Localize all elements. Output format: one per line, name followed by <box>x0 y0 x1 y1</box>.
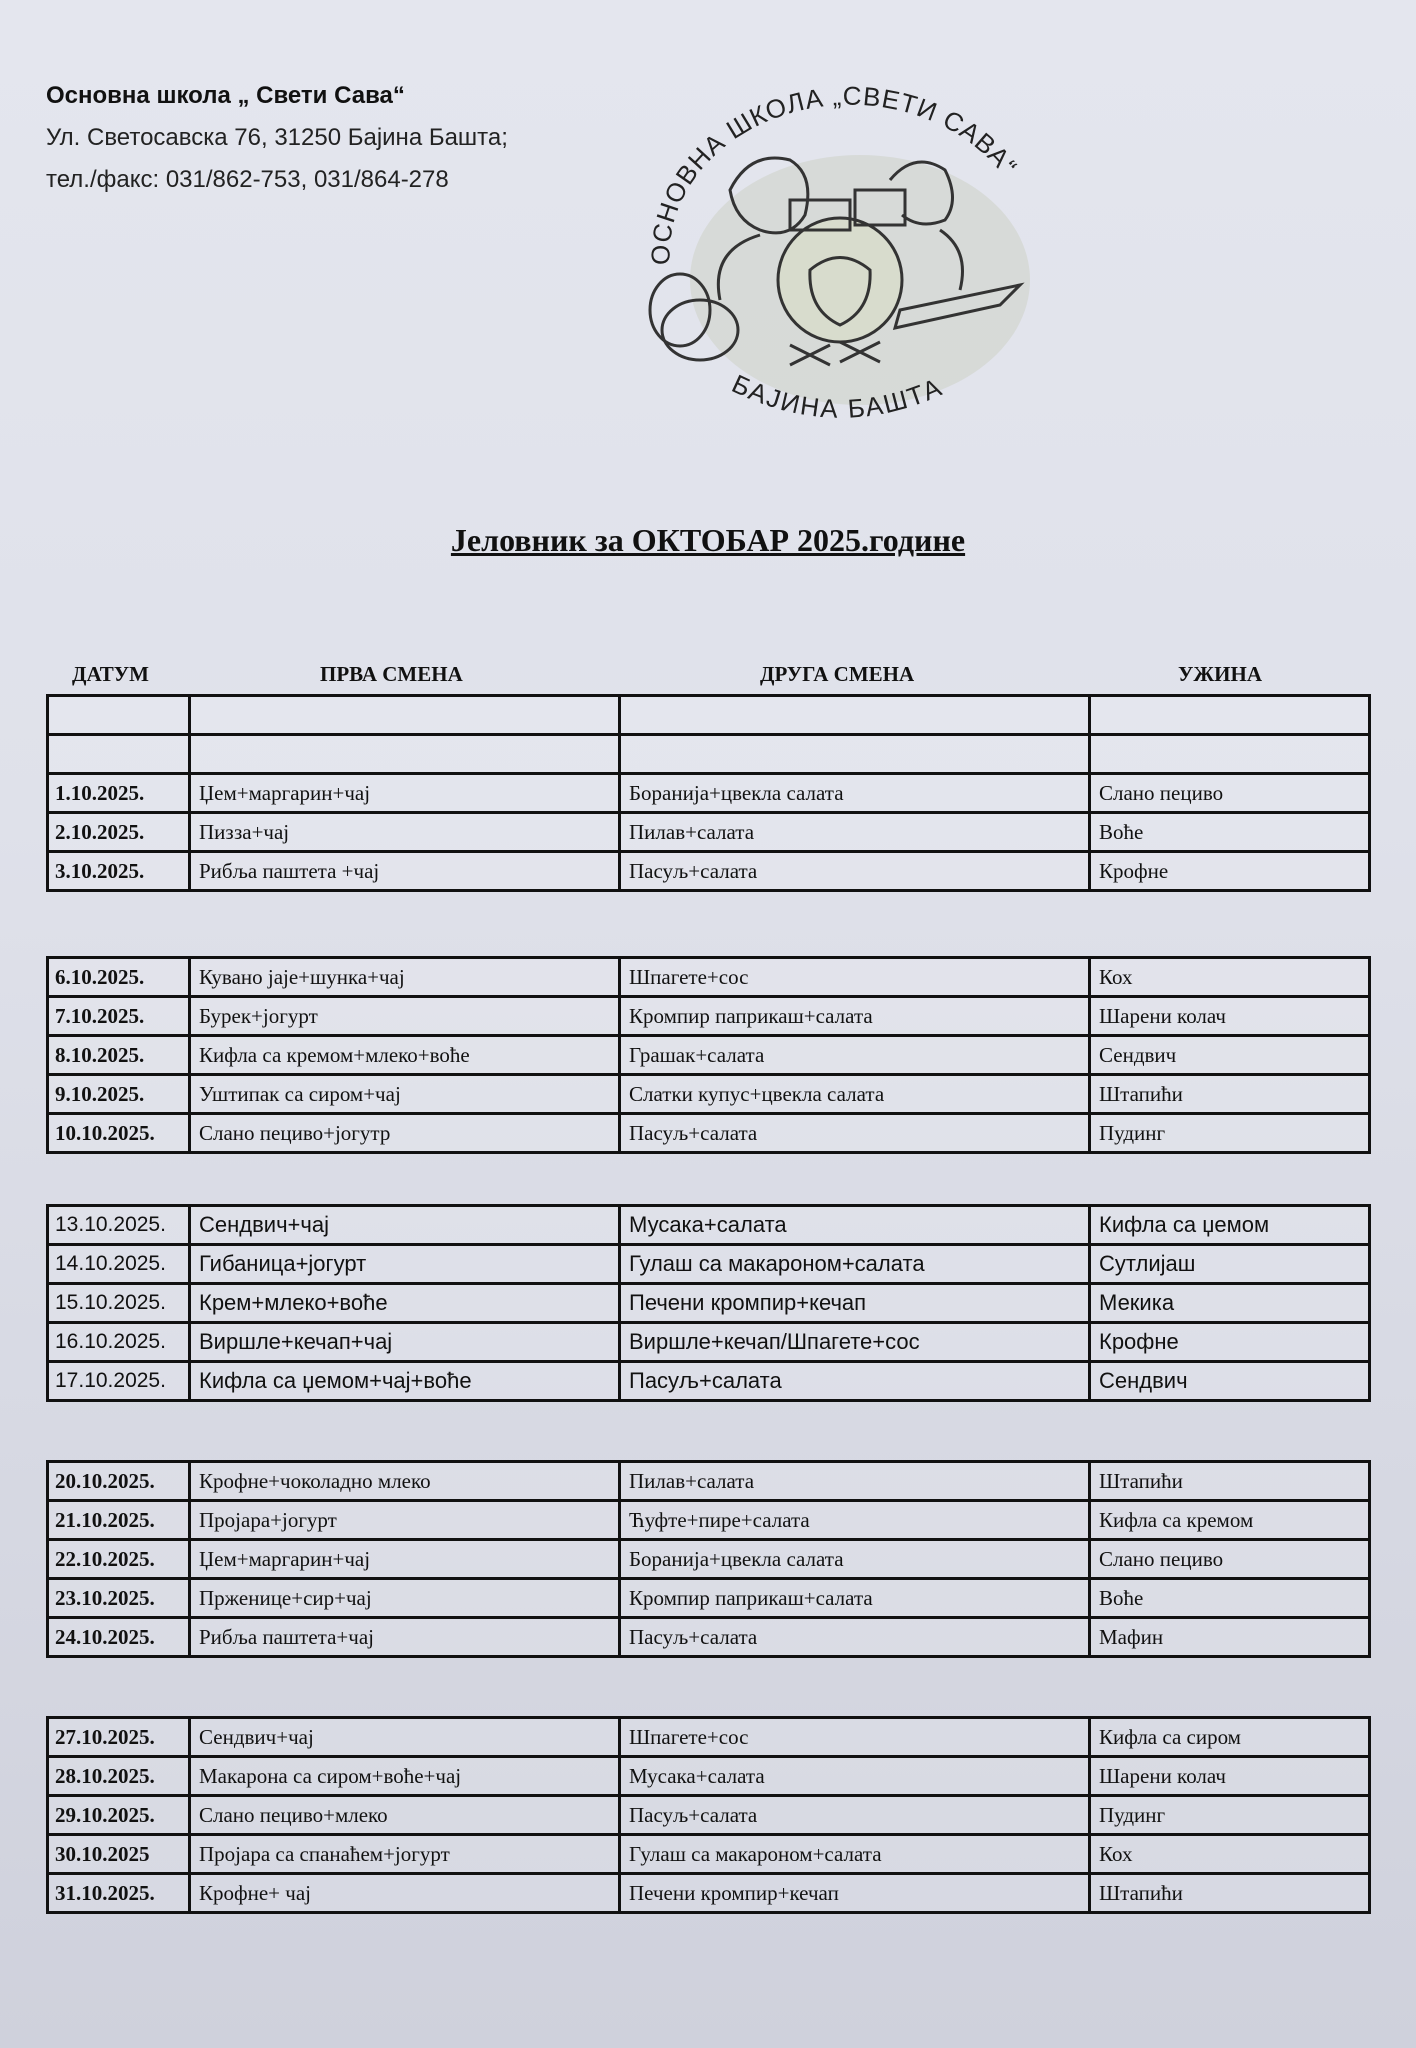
snack-cell: Воће <box>1090 813 1370 852</box>
first-shift-cell: Рибља паштета +чај <box>190 852 620 891</box>
date-cell: 23.10.2025. <box>48 1579 190 1618</box>
menu-row <box>48 1618 1370 1657</box>
menu-table <box>46 694 1371 892</box>
school-logo <box>640 80 1060 450</box>
week-table-5 <box>46 1716 1368 1914</box>
first-shift-cell: Виршле+кечап+чај <box>190 1323 620 1362</box>
snack-cell: Воће <box>1090 1579 1370 1618</box>
second-shift-cell: Слатки купус+цвекла салата <box>620 1075 1090 1114</box>
first-shift-cell: Прженице+сир+чај <box>190 1579 620 1618</box>
date-cell: 6.10.2025. <box>48 958 190 997</box>
date-cell: 3.10.2025. <box>48 852 190 891</box>
snack-cell: Штапићи <box>1090 1874 1370 1913</box>
logo-text-top: ОСНОВНА ШКОЛА „СВЕТИ САВА“ <box>645 80 1024 266</box>
second-shift-cell: Мусака+салата <box>620 1757 1090 1796</box>
snack-cell <box>1090 735 1370 774</box>
snack-cell: Мафин <box>1090 1618 1370 1657</box>
second-shift-cell: Пасуљ+салата <box>620 852 1090 891</box>
date-cell: 30.10.2025 <box>48 1835 190 1874</box>
school-phone: тел./факс: 031/862-753, 031/864-278 <box>46 166 449 193</box>
date-cell: 7.10.2025. <box>48 997 190 1036</box>
snack-cell: Слано пециво <box>1090 1540 1370 1579</box>
date-cell: 8.10.2025. <box>48 1036 190 1075</box>
date-cell: 20.10.2025. <box>48 1462 190 1501</box>
snack-cell: Кох <box>1090 958 1370 997</box>
date-cell: 1.10.2025. <box>48 774 190 813</box>
col-header-first-shift: ПРВА СМЕНА <box>320 662 463 686</box>
first-shift-cell: Пројара+јогурт <box>190 1501 620 1540</box>
snack-cell: Мекика <box>1090 1284 1370 1323</box>
first-shift-cell <box>190 735 620 774</box>
second-shift-cell: Пасуљ+салата <box>620 1796 1090 1835</box>
snack-cell: Шарени колач <box>1090 997 1370 1036</box>
date-cell: 16.10.2025. <box>48 1323 190 1362</box>
menu-table <box>46 1460 1371 1658</box>
week-table-1 <box>46 694 1368 892</box>
snack-cell: Шарени колач <box>1090 1757 1370 1796</box>
snack-cell: Крофне <box>1090 1323 1370 1362</box>
second-shift-cell: Боранија+цвекла салата <box>620 1540 1090 1579</box>
date-cell <box>48 735 190 774</box>
date-cell: 2.10.2025. <box>48 813 190 852</box>
menu-row <box>48 1323 1370 1362</box>
col-header-date: ДАТУМ <box>72 662 150 686</box>
logo-text-bottom: БАЈИНА БАШТА <box>727 368 948 424</box>
snack-cell: Сендвич <box>1090 1362 1370 1401</box>
menu-row <box>48 958 1370 997</box>
second-shift-cell: Пилав+салата <box>620 813 1090 852</box>
second-shift-cell: Шпагете+сос <box>620 1718 1090 1757</box>
second-shift-cell: Гулаш са макароном+салата <box>620 1245 1090 1284</box>
first-shift-cell: Кувано јаје+шунка+чај <box>190 958 620 997</box>
second-shift-cell: Пасуљ+салата <box>620 1362 1090 1401</box>
menu-row <box>48 813 1370 852</box>
menu-row <box>48 1206 1370 1245</box>
date-cell: 13.10.2025. <box>48 1206 190 1245</box>
second-shift-cell <box>620 735 1090 774</box>
first-shift-cell: Пројара са спанаћем+јогурт <box>190 1835 620 1874</box>
first-shift-cell: Гибаница+јогурт <box>190 1245 620 1284</box>
first-shift-cell: Пизза+чај <box>190 813 620 852</box>
first-shift-cell: Слано пециво+млеко <box>190 1796 620 1835</box>
second-shift-cell: Мусака+салата <box>620 1206 1090 1245</box>
second-shift-cell: Печени кромпир+кечап <box>620 1284 1090 1323</box>
snack-cell: Пудинг <box>1090 1114 1370 1153</box>
first-shift-cell: Сендвич+чај <box>190 1206 620 1245</box>
date-cell: 9.10.2025. <box>48 1075 190 1114</box>
menu-row <box>48 1245 1370 1284</box>
date-cell: 10.10.2025. <box>48 1114 190 1153</box>
snack-cell: Сутлијаш <box>1090 1245 1370 1284</box>
second-shift-cell: Пилав+салата <box>620 1462 1090 1501</box>
snack-cell: Штапићи <box>1090 1462 1370 1501</box>
date-cell: 31.10.2025. <box>48 1874 190 1913</box>
first-shift-cell: Рибља паштета+чај <box>190 1618 620 1657</box>
first-shift-cell: Џем+маргарин+чај <box>190 774 620 813</box>
week-table-2 <box>46 956 1368 1154</box>
second-shift-cell: Пасуљ+салата <box>620 1618 1090 1657</box>
menu-table <box>46 1716 1371 1914</box>
first-shift-cell: Крофне+ чај <box>190 1874 620 1913</box>
menu-row <box>48 1284 1370 1323</box>
menu-row <box>48 1114 1370 1153</box>
date-cell <box>48 696 190 735</box>
col-header-snack: УЖИНА <box>1178 662 1263 686</box>
second-shift-cell: Боранија+цвекла салата <box>620 774 1090 813</box>
date-cell: 24.10.2025. <box>48 1618 190 1657</box>
second-shift-cell: Шпагете+сос <box>620 958 1090 997</box>
snack-cell: Сендвич <box>1090 1036 1370 1075</box>
date-cell: 21.10.2025. <box>48 1501 190 1540</box>
date-cell: 29.10.2025. <box>48 1796 190 1835</box>
menu-row <box>48 696 1370 735</box>
first-shift-cell: Џем+маргарин+чај <box>190 1540 620 1579</box>
school-header <box>46 82 508 208</box>
second-shift-cell: Виршле+кечап/Шпагете+сос <box>620 1323 1090 1362</box>
snack-cell: Штапићи <box>1090 1075 1370 1114</box>
second-shift-cell: Гулаш са макароном+салата <box>620 1835 1090 1874</box>
page-title: Јеловник за ОКТОБАР 2025.године <box>450 522 966 558</box>
menu-row <box>48 997 1370 1036</box>
first-shift-cell: Бурек+јогурт <box>190 997 620 1036</box>
date-cell: 17.10.2025. <box>48 1362 190 1401</box>
snack-cell: Кох <box>1090 1835 1370 1874</box>
column-headers <box>0 662 1416 692</box>
snack-cell: Кифла са џемом <box>1090 1206 1370 1245</box>
week-table-3 <box>46 1204 1368 1402</box>
menu-row <box>48 774 1370 813</box>
menu-row <box>48 1796 1370 1835</box>
date-cell: 22.10.2025. <box>48 1540 190 1579</box>
menu-row <box>48 1757 1370 1796</box>
school-address: Ул. Светосавска 76, 31250 Бајина Башта; <box>46 124 508 151</box>
menu-row <box>48 1075 1370 1114</box>
snack-cell <box>1090 696 1370 735</box>
second-shift-cell: Пасуљ+салата <box>620 1114 1090 1153</box>
second-shift-cell: Печени кромпир+кечап <box>620 1874 1090 1913</box>
menu-row <box>48 735 1370 774</box>
snack-cell: Крофне <box>1090 852 1370 891</box>
first-shift-cell: Слано пециво+јогутр <box>190 1114 620 1153</box>
first-shift-cell: Сендвич+чај <box>190 1718 620 1757</box>
menu-row <box>48 1540 1370 1579</box>
second-shift-cell <box>620 696 1090 735</box>
school-name: Основна школа „ Свети Сава“ <box>46 82 405 109</box>
date-cell: 15.10.2025. <box>48 1284 190 1323</box>
col-header-second-shift: ДРУГА СМЕНА <box>760 662 915 686</box>
menu-row <box>48 852 1370 891</box>
first-shift-cell: Кифла са џемом+чај+воће <box>190 1362 620 1401</box>
menu-row <box>48 1362 1370 1401</box>
second-shift-cell: Кромпир паприкаш+салата <box>620 997 1090 1036</box>
date-cell: 28.10.2025. <box>48 1757 190 1796</box>
first-shift-cell: Крем+млеко+воће <box>190 1284 620 1323</box>
menu-table <box>46 956 1371 1154</box>
date-cell: 27.10.2025. <box>48 1718 190 1757</box>
menu-row <box>48 1718 1370 1757</box>
menu-row <box>48 1835 1370 1874</box>
first-shift-cell: Уштипак са сиром+чај <box>190 1075 620 1114</box>
menu-row <box>48 1874 1370 1913</box>
menu-table <box>46 1204 1371 1402</box>
snack-cell: Пудинг <box>1090 1796 1370 1835</box>
first-shift-cell: Крофне+чоколадно млеко <box>190 1462 620 1501</box>
first-shift-cell: Макарона са сиром+воће+чај <box>190 1757 620 1796</box>
snack-cell: Слано пециво <box>1090 774 1370 813</box>
second-shift-cell: Ћуфте+пире+салата <box>620 1501 1090 1540</box>
week-table-4 <box>46 1460 1368 1658</box>
menu-row <box>48 1501 1370 1540</box>
snack-cell: Кифла са сиром <box>1090 1718 1370 1757</box>
menu-row <box>48 1036 1370 1075</box>
menu-row <box>48 1579 1370 1618</box>
second-shift-cell: Кромпир паприкаш+салата <box>620 1579 1090 1618</box>
date-cell: 14.10.2025. <box>48 1245 190 1284</box>
first-shift-cell: Кифла са кремом+млеко+воће <box>190 1036 620 1075</box>
first-shift-cell <box>190 696 620 735</box>
menu-row <box>48 1462 1370 1501</box>
snack-cell: Кифла са кремом <box>1090 1501 1370 1540</box>
second-shift-cell: Грашак+салата <box>620 1036 1090 1075</box>
